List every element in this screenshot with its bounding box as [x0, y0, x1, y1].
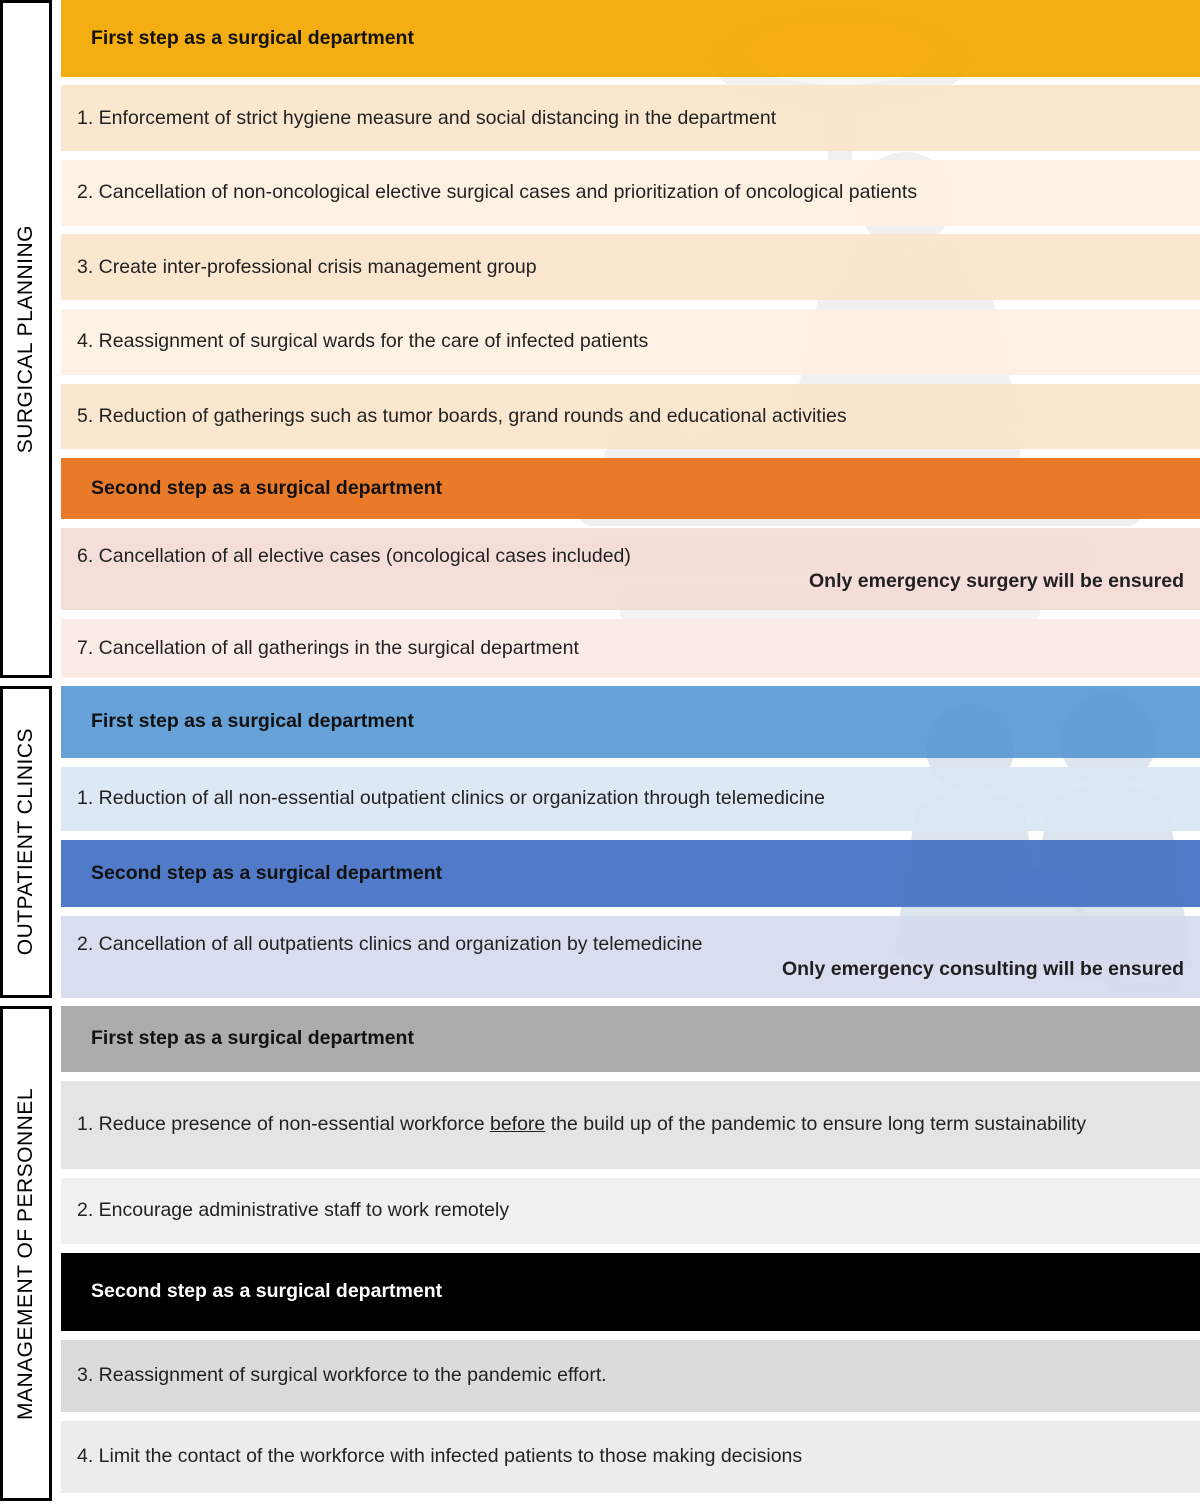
list-item: [61, 767, 1200, 831]
row-gap: [61, 1072, 1200, 1081]
emergency-note: Only emergency surgery will be ensured: [809, 570, 1184, 593]
list-item: [61, 85, 1200, 151]
underlined-emphasis: before: [489, 1113, 546, 1136]
list-item-text: 1. Reduction of all non-essential outpatient clinics or organization through telemedicine: [77, 786, 825, 809]
list-item: [61, 309, 1200, 375]
header-text: Second step as a surgical department: [91, 861, 443, 884]
emergency-note: Only emergency consulting will be ensured: [781, 958, 1184, 981]
section-surgical-planning: [0, 0, 1200, 678]
row-gap: [61, 1244, 1200, 1253]
text-after: the build up of the pandemic to ensure long term sustainability: [545, 1113, 1087, 1136]
list-item: [61, 384, 1200, 450]
row-gap: [61, 375, 1200, 384]
list-item-with-note: [61, 528, 1200, 610]
header-text: Second step as a surgical department: [91, 1280, 443, 1303]
row-gap: [61, 1412, 1200, 1421]
list-item-with-note: [61, 916, 1200, 998]
row-gap: [61, 610, 1200, 619]
side-label-text: OUTPATIENT CLINICS: [14, 728, 37, 956]
side-label-text: MANAGEMENT OF PERSONNEL: [14, 1087, 37, 1420]
list-item: [61, 234, 1200, 300]
list-item-text: 2. Encourage administrative staff to work remotely: [77, 1199, 510, 1222]
section-gap: [0, 678, 1200, 686]
side-label-outpatient-clinics: [0, 686, 52, 998]
side-label-management-of-personnel: [0, 1006, 52, 1501]
list-item-text: 4. Reassignment of surgical wards for the care of infected patients: [77, 330, 649, 353]
header-text: First step as a surgical department: [91, 1027, 414, 1050]
list-item-text: 1. Enforcement of strict hygiene measure and social distancing in the department: [77, 106, 777, 129]
row-gap: [61, 226, 1200, 235]
list-item-text: 5. Reduction of gatherings such as tumor boards, grand rounds and educational activities: [77, 404, 847, 427]
list-item-text: 3. Reassignment of surgical workforce to the pandemic effort.: [77, 1364, 607, 1387]
header-second-step-personnel: [61, 1253, 1200, 1331]
rows-outpatient-clinics: [61, 686, 1200, 998]
row-gap: [61, 907, 1200, 916]
header-first-step-personnel: [61, 1006, 1200, 1072]
header-text: First step as a surgical department: [91, 710, 414, 733]
list-item: [61, 1178, 1200, 1244]
list-item-underlined: [61, 1081, 1200, 1169]
list-item-text: 2. Cancellation of non-oncological elective surgical cases and prioritization of oncological patients: [77, 181, 918, 204]
row-gap: [61, 1169, 1200, 1178]
list-item-text: 7. Cancellation of all gatherings in the surgical department: [77, 636, 579, 659]
side-label-surgical-planning: [0, 0, 52, 678]
text-before: 1. Reduce presence of non-essential workforce: [77, 1113, 490, 1136]
list-item-text: 2. Cancellation of all outpatients clinics and organization by telemedicine: [77, 932, 703, 955]
list-item-text: 6. Cancellation of all elective cases (oncological cases included): [77, 544, 631, 567]
rows-management-of-personnel: [61, 1006, 1200, 1501]
row-gap: [61, 77, 1200, 86]
list-item-text: 4. Limit the contact of the workforce with infected patients to those making decisions: [77, 1445, 803, 1468]
header-second-step-outpatient: [61, 840, 1200, 908]
row-gap: [61, 151, 1200, 160]
row-gap: [61, 519, 1200, 528]
header-text: First step as a surgical department: [91, 26, 414, 49]
section-gap: [0, 998, 1200, 1006]
list-item-text: [77, 1112, 1184, 1137]
row-gap: [61, 300, 1200, 309]
list-item-text: 3. Create inter-professional crisis management group: [77, 255, 537, 278]
list-item: [61, 1340, 1200, 1412]
row-gap: [61, 758, 1200, 767]
header-first-step-surgical: [61, 0, 1200, 77]
row-gap: [61, 1331, 1200, 1340]
list-item: [61, 1421, 1200, 1493]
header-first-step-outpatient: [61, 686, 1200, 758]
list-item: [61, 160, 1200, 226]
row-gap: [61, 831, 1200, 840]
side-label-text: SURGICAL PLANNING: [14, 224, 37, 454]
header-text: Second step as a surgical department: [91, 476, 443, 499]
section-management-of-personnel: [0, 1006, 1200, 1501]
rows-surgical-planning: [61, 0, 1200, 678]
row-gap: [61, 449, 1200, 458]
section-outpatient-clinics: [0, 686, 1200, 998]
list-item: [61, 619, 1200, 678]
header-second-step-surgical: [61, 458, 1200, 519]
